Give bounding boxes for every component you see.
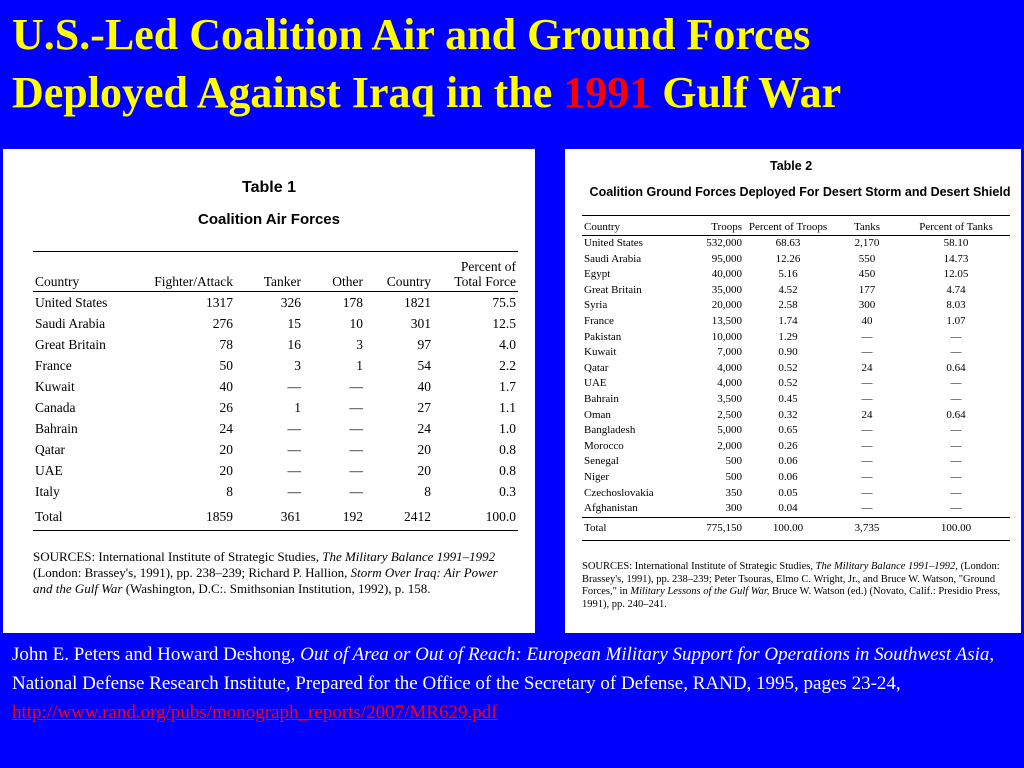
value-cell: 3,735 bbox=[832, 517, 902, 540]
value-cell: 4,000 bbox=[717, 377, 742, 390]
country-cell: Niger bbox=[584, 470, 610, 483]
table-header-row bbox=[582, 221, 1010, 236]
value-cell: 2,170 bbox=[854, 237, 880, 249]
value-cell: 3 bbox=[294, 358, 301, 373]
country-cell: Saudi Arabia bbox=[35, 316, 106, 331]
air-forces-table bbox=[33, 259, 518, 531]
country-cell: Egypt bbox=[584, 268, 611, 281]
value-cell: 8 bbox=[424, 484, 431, 499]
value-cell: 0.64 bbox=[946, 408, 966, 421]
column-header: Country bbox=[386, 274, 431, 289]
value-cell: 12.26 bbox=[775, 252, 801, 265]
table-1-sources bbox=[33, 549, 518, 597]
value-cell: 27 bbox=[417, 400, 431, 415]
table-row bbox=[33, 439, 518, 460]
value-cell: 95,000 bbox=[711, 252, 742, 265]
value-cell: — bbox=[861, 424, 873, 437]
value-cell: 4,000 bbox=[717, 361, 742, 374]
value-cell: 532,000 bbox=[706, 237, 742, 249]
value-cell: — bbox=[349, 484, 363, 499]
value-cell: 20 bbox=[417, 442, 431, 457]
value-cell: 20 bbox=[417, 463, 431, 478]
table-2-top-rule bbox=[582, 215, 1010, 216]
value-cell: 10 bbox=[349, 316, 363, 331]
value-cell: 1.29 bbox=[778, 330, 798, 343]
value-cell: 20 bbox=[219, 463, 233, 478]
value-cell: 10,000 bbox=[711, 330, 742, 343]
value-cell: 550 bbox=[858, 252, 876, 265]
value-cell: — bbox=[287, 442, 301, 457]
value-cell: — bbox=[861, 377, 873, 390]
value-cell: 301 bbox=[410, 316, 431, 331]
value-cell: 775,150 bbox=[682, 517, 744, 540]
value-cell: 12.5 bbox=[492, 316, 516, 331]
value-cell: 68.63 bbox=[775, 237, 801, 249]
table-row bbox=[33, 397, 518, 418]
table-row bbox=[33, 376, 518, 397]
country-cell: Great Britain bbox=[35, 337, 106, 352]
sources-text: SOURCES: International Institute of Strategic Studies, bbox=[582, 561, 816, 572]
country-cell: United States bbox=[584, 237, 643, 249]
table-row bbox=[33, 313, 518, 334]
table-row bbox=[33, 418, 518, 439]
value-cell: 4.52 bbox=[778, 283, 798, 296]
value-cell: 14.73 bbox=[943, 252, 969, 265]
value-cell: 40 bbox=[417, 379, 431, 394]
value-cell: 350 bbox=[725, 486, 742, 499]
value-cell: 100.0 bbox=[433, 502, 518, 531]
table-row bbox=[582, 252, 1010, 268]
value-cell: 1859 bbox=[133, 502, 235, 531]
value-cell: — bbox=[349, 379, 363, 394]
value-cell: — bbox=[861, 346, 873, 359]
sources-title: Military Lessons of the Gulf War, bbox=[630, 586, 770, 597]
country-cell: Bahrain bbox=[584, 392, 619, 405]
value-cell: — bbox=[287, 379, 301, 394]
value-cell: — bbox=[349, 442, 363, 457]
table-row bbox=[33, 334, 518, 355]
sources-text: Bruce W. Watson (ed.) (Novato, Calif.: Presidio Press, 1991), pp. 240–241. bbox=[582, 586, 1001, 610]
value-cell: 2.2 bbox=[499, 358, 516, 373]
ground-forces-table bbox=[582, 221, 1010, 541]
table-row bbox=[582, 330, 1010, 346]
value-cell: 97 bbox=[417, 337, 431, 352]
country-cell: Canada bbox=[35, 400, 76, 415]
sources-title: Storm Over Iraq: Air Power and the Gulf War bbox=[33, 565, 498, 596]
table-row bbox=[582, 486, 1010, 502]
value-cell: 50 bbox=[219, 358, 233, 373]
value-cell: 1317 bbox=[206, 295, 233, 310]
citation-authors: John E. Peters and Howard Deshong, bbox=[12, 644, 301, 665]
value-cell: — bbox=[861, 502, 873, 515]
value-cell: 2,500 bbox=[717, 408, 742, 421]
value-cell: 75.5 bbox=[492, 295, 516, 310]
value-cell: — bbox=[950, 439, 962, 452]
value-cell: 100.00 bbox=[902, 517, 1010, 540]
slide-title bbox=[12, 6, 1012, 122]
table-2-sources bbox=[582, 561, 1012, 611]
value-cell: 2.58 bbox=[778, 299, 798, 312]
value-cell: 300 bbox=[725, 502, 742, 515]
value-cell: 500 bbox=[725, 470, 742, 483]
value-cell: 24 bbox=[219, 421, 233, 436]
value-cell: 100.00 bbox=[744, 517, 832, 540]
table-row bbox=[582, 361, 1010, 377]
value-cell: — bbox=[950, 502, 962, 515]
citation-details: , National Defense Research Institute, Prepared for the Office of the Secretary of Defense, RAND, 1995, pages 23-24, bbox=[12, 644, 995, 694]
value-cell: — bbox=[950, 330, 962, 343]
column-header: Country bbox=[35, 274, 80, 289]
column-header: Fighter/Attack bbox=[154, 274, 233, 289]
value-cell: 178 bbox=[342, 295, 363, 310]
value-cell: 54 bbox=[417, 358, 431, 373]
value-cell: 0.06 bbox=[778, 455, 798, 468]
value-cell: 1 bbox=[294, 400, 301, 415]
value-cell: 1.74 bbox=[778, 314, 798, 327]
title-year: 1991 bbox=[563, 68, 652, 117]
value-cell: — bbox=[861, 486, 873, 499]
value-cell: 4.74 bbox=[946, 283, 966, 296]
value-cell: 0.52 bbox=[778, 361, 798, 374]
value-cell: — bbox=[287, 484, 301, 499]
value-cell: — bbox=[950, 455, 962, 468]
sources-title: The Military Balance 1991–1992, bbox=[815, 561, 958, 572]
country-cell: Bahrain bbox=[35, 421, 78, 436]
table-row bbox=[582, 408, 1010, 424]
title-line-2-start: Deployed Against Iraq in the bbox=[12, 68, 564, 117]
sources-text: SOURCES: International Institute of Strategic Studies, bbox=[33, 549, 323, 564]
table-row bbox=[582, 501, 1010, 517]
country-cell: Syria bbox=[584, 299, 608, 312]
table-2-panel bbox=[565, 149, 1021, 633]
value-cell: — bbox=[861, 330, 873, 343]
table-1-label: Table 1 bbox=[242, 179, 296, 196]
value-cell: — bbox=[950, 470, 962, 483]
table-total-row bbox=[33, 502, 518, 531]
value-cell: 5.16 bbox=[778, 268, 798, 281]
table-row bbox=[582, 267, 1010, 283]
table-row bbox=[582, 470, 1010, 486]
country-cell: France bbox=[35, 358, 72, 373]
value-cell: 276 bbox=[212, 316, 233, 331]
table-row bbox=[582, 423, 1010, 439]
table-1-top-rule bbox=[33, 251, 518, 252]
value-cell: 1821 bbox=[404, 295, 431, 310]
value-cell: 0.05 bbox=[778, 486, 798, 499]
country-cell: Pakistan bbox=[584, 330, 622, 343]
value-cell: 78 bbox=[219, 337, 233, 352]
country-cell: United States bbox=[35, 295, 108, 310]
value-cell: 15 bbox=[287, 316, 301, 331]
table-row bbox=[33, 355, 518, 376]
value-cell: 13,500 bbox=[711, 314, 742, 327]
value-cell: 58.10 bbox=[943, 237, 969, 249]
table-row bbox=[582, 439, 1010, 455]
value-cell: — bbox=[287, 421, 301, 436]
value-cell: 24 bbox=[861, 361, 873, 374]
value-cell: 3 bbox=[356, 337, 363, 352]
table-row bbox=[582, 314, 1010, 330]
country-cell: Morocco bbox=[584, 439, 624, 452]
value-cell: 7,000 bbox=[717, 346, 742, 359]
value-cell: 0.45 bbox=[778, 392, 798, 405]
sources-text: (London: Brassey's, 1991), pp. 238–239; Peter Tsouras, Elmo C. Wright, Jr., and Bruce W. Watson, "Ground Forces," in bbox=[582, 561, 1000, 597]
country-cell: Senegal bbox=[584, 455, 619, 468]
country-cell: UAE bbox=[35, 463, 63, 478]
value-cell: 20,000 bbox=[711, 299, 742, 312]
value-cell: 2412 bbox=[365, 502, 433, 531]
value-cell: — bbox=[950, 346, 962, 359]
value-cell: 2,000 bbox=[717, 439, 742, 452]
value-cell: 1.0 bbox=[499, 421, 516, 436]
value-cell: 8 bbox=[226, 484, 233, 499]
citation-link[interactable]: http://www.rand.org/pubs/monograph_reports/2007/MR629.pdf bbox=[12, 702, 498, 723]
value-cell: 0.26 bbox=[778, 439, 798, 452]
value-cell: 12.05 bbox=[943, 268, 969, 281]
value-cell: 4.0 bbox=[499, 337, 516, 352]
country-cell: Qatar bbox=[584, 361, 609, 374]
value-cell: 177 bbox=[858, 283, 876, 296]
table-1-subtitle: Coalition Air Forces bbox=[198, 211, 340, 228]
table-row bbox=[33, 292, 518, 314]
country-cell: France bbox=[584, 314, 614, 327]
value-cell: 1.07 bbox=[946, 314, 966, 327]
table-row bbox=[582, 298, 1010, 314]
table-1-panel bbox=[3, 149, 535, 633]
sources-title: The Military Balance 1991–1992 bbox=[322, 549, 496, 564]
country-cell: Kuwait bbox=[35, 379, 75, 394]
table-row bbox=[582, 236, 1010, 252]
value-cell: — bbox=[861, 470, 873, 483]
value-cell: 500 bbox=[725, 455, 742, 468]
table-row bbox=[582, 392, 1010, 408]
country-cell: Kuwait bbox=[584, 346, 617, 359]
table-header-row bbox=[33, 259, 518, 292]
value-cell: 20 bbox=[219, 442, 233, 457]
value-cell: 0.8 bbox=[499, 463, 516, 478]
column-header: Troops bbox=[711, 221, 742, 233]
table-row bbox=[33, 460, 518, 481]
value-cell: — bbox=[287, 463, 301, 478]
value-cell: 361 bbox=[235, 502, 303, 531]
sources-text: (Washington, D.C:. Smithsonian Institution, 1992), p. 158. bbox=[122, 581, 431, 596]
title-line-2-end: Gulf War bbox=[651, 68, 842, 117]
value-cell: — bbox=[861, 392, 873, 405]
value-cell: 192 bbox=[303, 502, 365, 531]
value-cell: 0.52 bbox=[778, 377, 798, 390]
value-cell: 24 bbox=[861, 408, 873, 421]
value-cell: 1 bbox=[356, 358, 363, 373]
country-cell: Czechoslovakia bbox=[584, 486, 654, 499]
value-cell: 450 bbox=[858, 268, 876, 281]
value-cell: — bbox=[950, 377, 962, 390]
country-cell: Italy bbox=[35, 484, 60, 499]
value-cell: 40,000 bbox=[711, 268, 742, 281]
country-cell: Great Britain bbox=[584, 283, 642, 296]
value-cell: 16 bbox=[287, 337, 301, 352]
value-cell: — bbox=[349, 421, 363, 436]
country-cell: Afghanistan bbox=[584, 502, 638, 515]
column-header: Country bbox=[584, 221, 621, 233]
table-row bbox=[582, 454, 1010, 470]
value-cell: 0.06 bbox=[778, 470, 798, 483]
column-header: Percent of Tanks bbox=[919, 221, 993, 233]
citation bbox=[12, 640, 1017, 727]
country-cell: Bangladesh bbox=[584, 424, 636, 437]
value-cell: — bbox=[950, 424, 962, 437]
value-cell: 5,000 bbox=[717, 424, 742, 437]
country-cell: Saudi Arabia bbox=[584, 252, 642, 265]
value-cell: 1.1 bbox=[499, 400, 516, 415]
table-row bbox=[582, 283, 1010, 299]
value-cell: 40 bbox=[861, 314, 873, 327]
table-row bbox=[582, 376, 1010, 392]
country-cell: Total bbox=[582, 517, 682, 540]
column-header: Percent of Total Force bbox=[454, 259, 516, 289]
value-cell: 0.90 bbox=[778, 346, 798, 359]
table-row bbox=[582, 345, 1010, 361]
value-cell: — bbox=[861, 455, 873, 468]
value-cell: — bbox=[349, 463, 363, 478]
table-2-label: Table 2 bbox=[770, 159, 813, 173]
value-cell: 300 bbox=[858, 299, 876, 312]
value-cell: 26 bbox=[219, 400, 233, 415]
value-cell: 0.8 bbox=[499, 442, 516, 457]
sources-text: (London: Brassey's, 1991), pp. 238–239; Richard P. Hallion, bbox=[33, 565, 351, 580]
value-cell: 326 bbox=[280, 295, 301, 310]
table-2-subtitle: Coalition Ground Forces Deployed For Desert Storm and Desert Shield bbox=[589, 185, 1011, 199]
value-cell: — bbox=[349, 400, 363, 415]
value-cell: 0.04 bbox=[778, 502, 798, 515]
value-cell: — bbox=[861, 439, 873, 452]
column-header: Other bbox=[332, 274, 363, 289]
value-cell: — bbox=[950, 392, 962, 405]
country-cell: Oman bbox=[584, 408, 611, 421]
value-cell: 1.7 bbox=[499, 379, 516, 394]
country-cell: Qatar bbox=[35, 442, 65, 457]
value-cell: — bbox=[950, 486, 962, 499]
value-cell: 24 bbox=[417, 421, 431, 436]
country-cell: UAE bbox=[584, 377, 607, 390]
value-cell: 40 bbox=[219, 379, 233, 394]
title-line-1: U.S.-Led Coalition Air and Ground Forces bbox=[12, 10, 811, 59]
value-cell: 0.3 bbox=[499, 484, 516, 499]
value-cell: 0.64 bbox=[946, 361, 966, 374]
citation-work-title: Out of Area or Out of Reach: European Military Support for Operations in Southwest Asia bbox=[300, 644, 990, 665]
value-cell: 3,500 bbox=[717, 392, 742, 405]
value-cell: 0.65 bbox=[778, 424, 798, 437]
country-cell: Total bbox=[33, 502, 133, 531]
column-header: Tanker bbox=[263, 274, 301, 289]
value-cell: 35,000 bbox=[711, 283, 742, 296]
table-row bbox=[33, 481, 518, 502]
column-header: Percent of Troops bbox=[748, 221, 828, 233]
value-cell: 8.03 bbox=[946, 299, 966, 312]
table-total-row bbox=[582, 517, 1010, 540]
value-cell: 0.32 bbox=[778, 408, 798, 421]
column-header: Tanks bbox=[853, 221, 881, 233]
